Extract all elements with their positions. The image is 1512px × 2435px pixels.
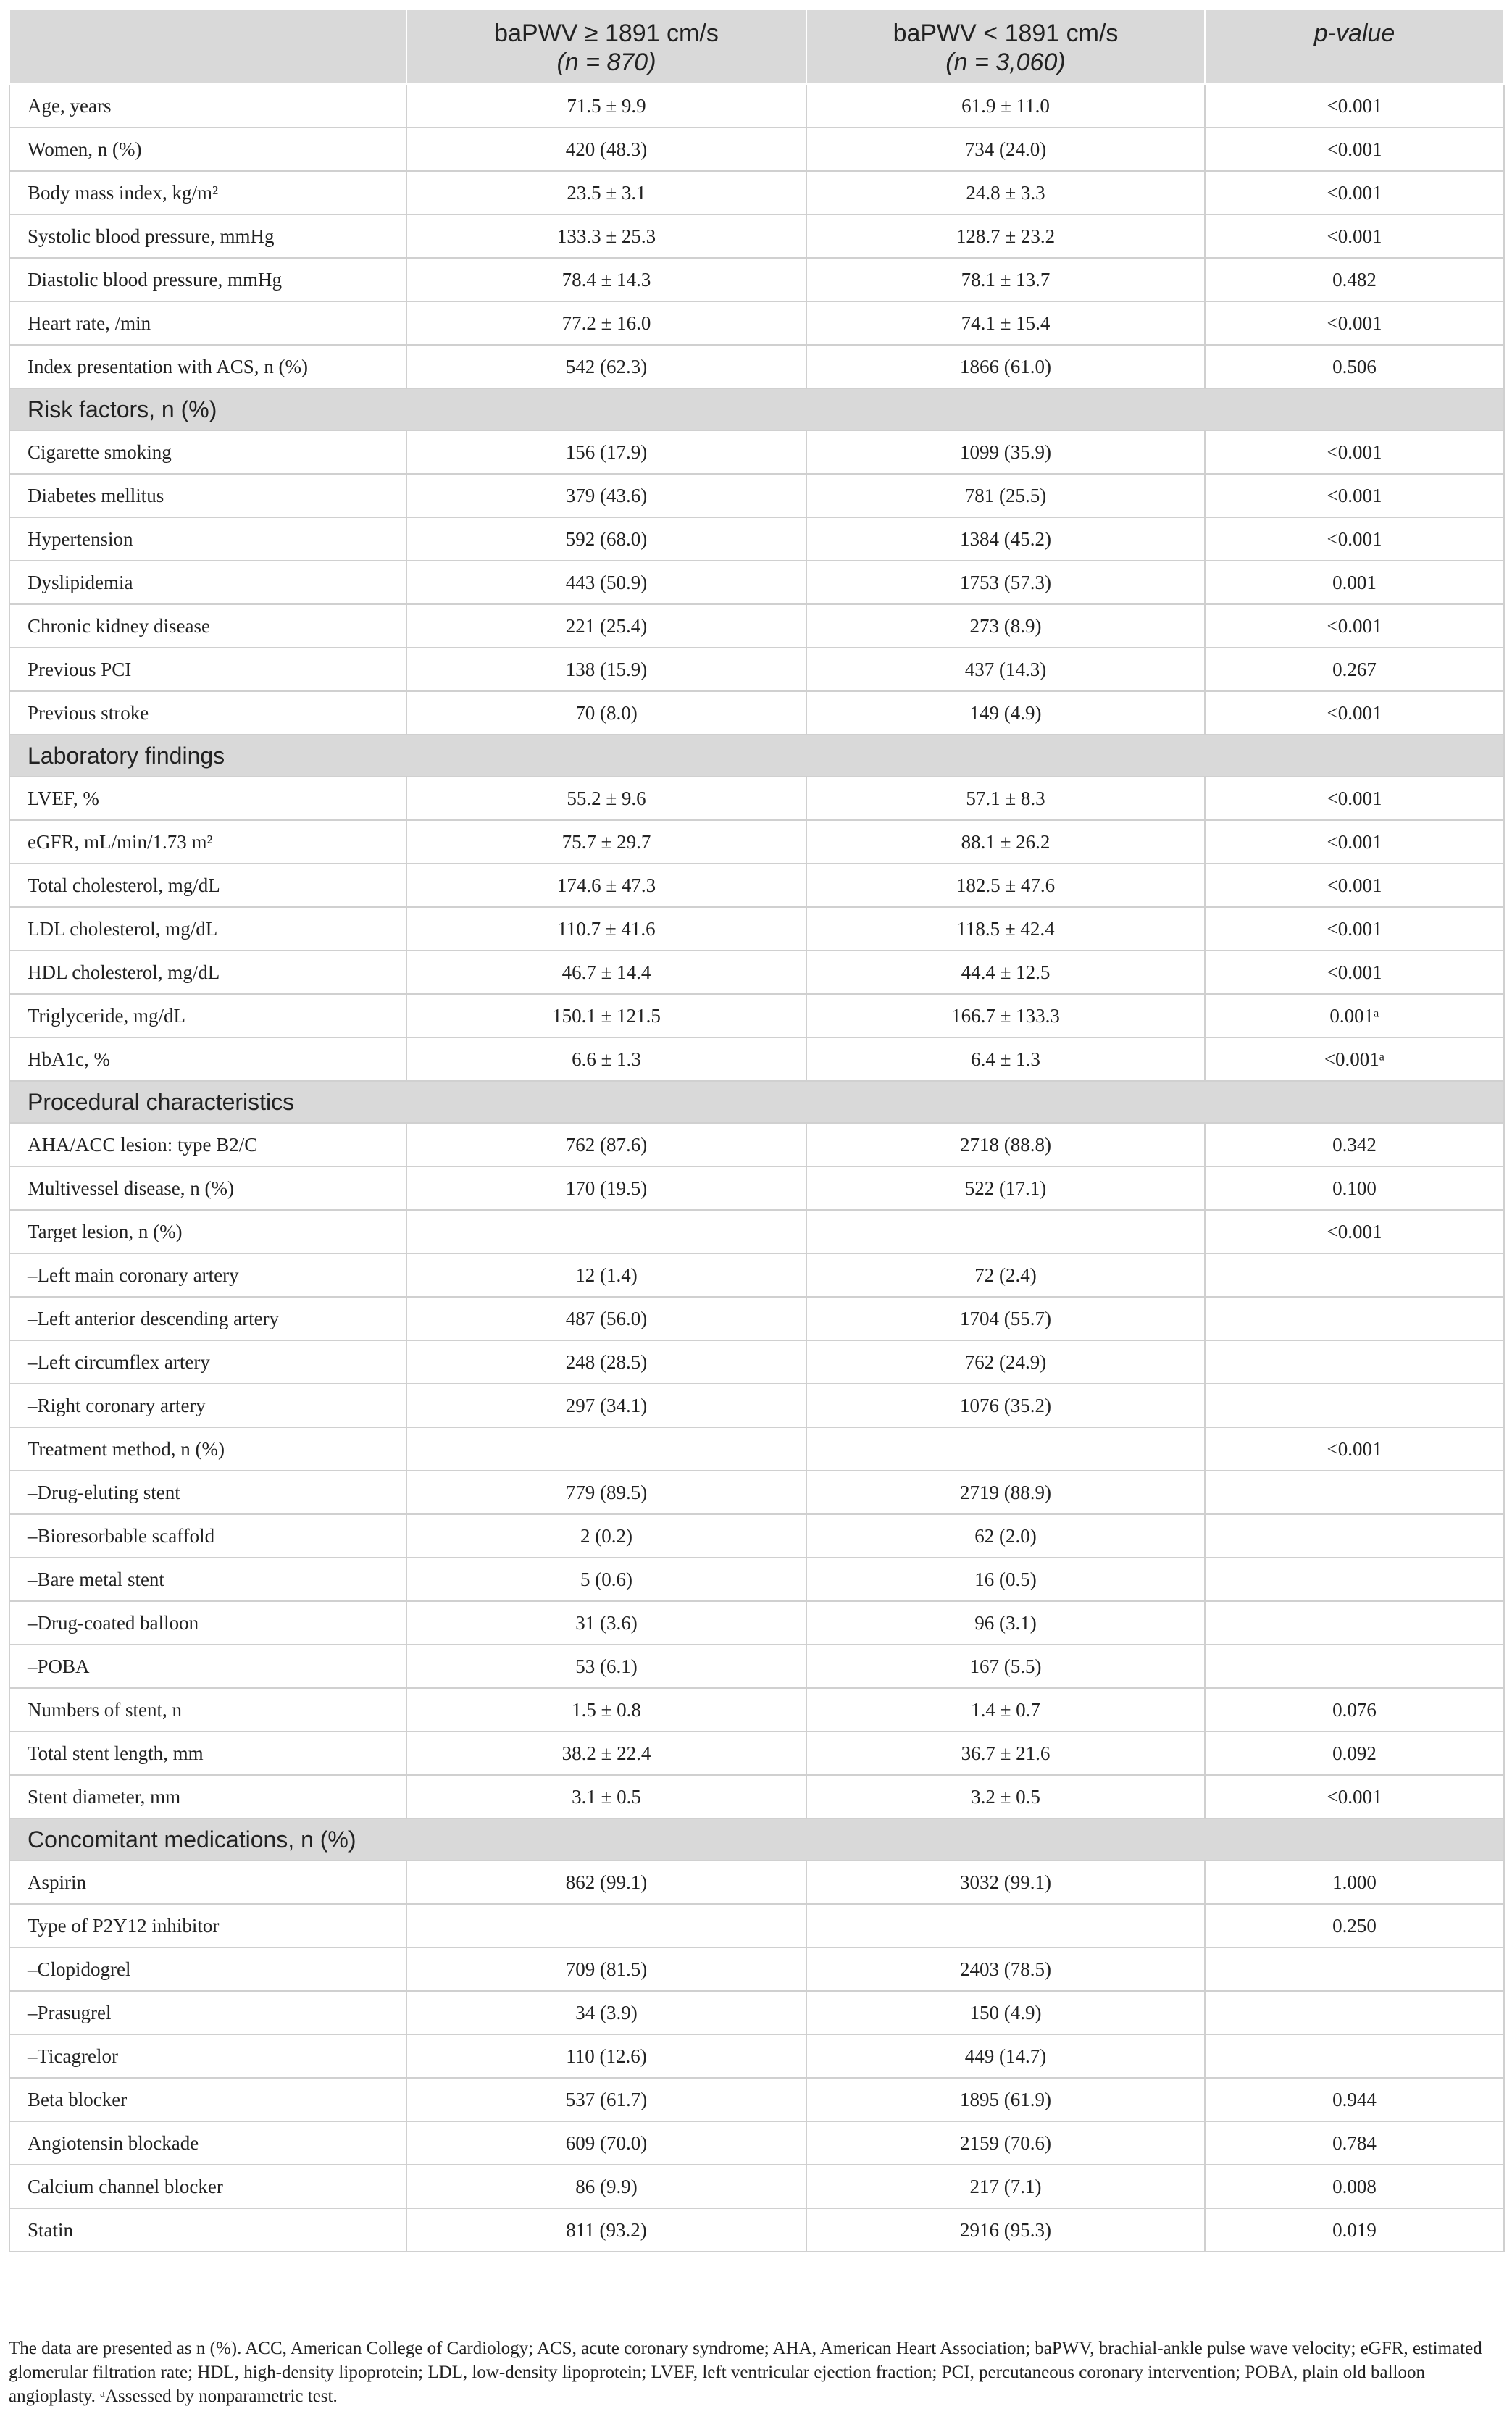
cell-low-bapwv: 437 (14.3) <box>806 648 1205 691</box>
cell-high-bapwv: 53 (6.1) <box>406 1645 806 1688</box>
cell-p-value: 0.001ᵃ <box>1205 994 1504 1037</box>
table-row <box>9 1688 1504 1732</box>
cell-p-value: 0.076 <box>1205 1688 1504 1732</box>
cell-low-bapwv: 128.7 ± 23.2 <box>806 214 1205 258</box>
cell-p-value: <0.001 <box>1205 604 1504 648</box>
cell-p-value: <0.001 <box>1205 474 1504 517</box>
row-label: Target lesion, n (%) <box>9 1210 406 1253</box>
table-row <box>9 430 1504 474</box>
cell-low-bapwv: 74.1 ± 15.4 <box>806 301 1205 345</box>
section-header-row <box>9 388 1504 430</box>
cell-p-value: 0.019 <box>1205 2208 1504 2252</box>
cell-high-bapwv: 487 (56.0) <box>406 1297 806 1340</box>
row-label: Stent diameter, mm <box>9 1775 406 1818</box>
cell-low-bapwv: 734 (24.0) <box>806 128 1205 171</box>
cell-p-value: <0.001 <box>1205 214 1504 258</box>
row-label: Cigarette smoking <box>9 430 406 474</box>
cell-p-value: <0.001 <box>1205 777 1504 820</box>
table-row <box>9 1860 1504 1904</box>
cell-high-bapwv: 221 (25.4) <box>406 604 806 648</box>
cell-p-value: 0.008 <box>1205 2165 1504 2208</box>
table-row <box>9 1123 1504 1166</box>
cell-high-bapwv: 12 (1.4) <box>406 1253 806 1297</box>
section-header-row <box>9 1818 1504 1860</box>
table-row <box>9 517 1504 561</box>
cell-p-value <box>1205 1297 1504 1340</box>
cell-p-value: 0.250 <box>1205 1904 1504 1947</box>
cell-high-bapwv: 38.2 ± 22.4 <box>406 1732 806 1775</box>
cell-low-bapwv: 273 (8.9) <box>806 604 1205 648</box>
table-row <box>9 820 1504 864</box>
cell-high-bapwv: 23.5 ± 3.1 <box>406 171 806 214</box>
cell-high-bapwv: 1.5 ± 0.8 <box>406 1688 806 1732</box>
cell-high-bapwv: 133.3 ± 25.3 <box>406 214 806 258</box>
cell-high-bapwv: 2 (0.2) <box>406 1514 806 1558</box>
row-label: eGFR, mL/min/1.73 m² <box>9 820 406 864</box>
table-row <box>9 1947 1504 1991</box>
cell-high-bapwv: 110 (12.6) <box>406 2034 806 2078</box>
header-high-line1: baPWV ≥ 1891 cm/s <box>494 20 719 47</box>
row-label: Previous stroke <box>9 691 406 735</box>
cell-p-value: <0.001ᵃ <box>1205 1037 1504 1081</box>
cell-p-value: 0.482 <box>1205 258 1504 301</box>
table-row <box>9 1558 1504 1601</box>
cell-p-value: <0.001 <box>1205 84 1504 128</box>
cell-p-value: 0.100 <box>1205 1166 1504 1210</box>
row-label: Total cholesterol, mg/dL <box>9 864 406 907</box>
table-row <box>9 1601 1504 1645</box>
cell-low-bapwv: 78.1 ± 13.7 <box>806 258 1205 301</box>
table-row <box>9 2034 1504 2078</box>
cell-low-bapwv: 72 (2.4) <box>806 1253 1205 1297</box>
table-row <box>9 214 1504 258</box>
cell-p-value: <0.001 <box>1205 1210 1504 1253</box>
row-label: –Drug-coated balloon <box>9 1601 406 1645</box>
row-label: –Left circumflex artery <box>9 1340 406 1384</box>
cell-high-bapwv: 3.1 ± 0.5 <box>406 1775 806 1818</box>
row-label: Type of P2Y12 inhibitor <box>9 1904 406 1947</box>
cell-low-bapwv: 24.8 ± 3.3 <box>806 171 1205 214</box>
cell-low-bapwv: 217 (7.1) <box>806 2165 1205 2208</box>
header-col-label <box>9 9 406 84</box>
cell-p-value: <0.001 <box>1205 820 1504 864</box>
cell-low-bapwv: 1704 (55.7) <box>806 1297 1205 1340</box>
cell-p-value <box>1205 1947 1504 1991</box>
row-label: Previous PCI <box>9 648 406 691</box>
cell-high-bapwv: 379 (43.6) <box>406 474 806 517</box>
cell-low-bapwv: 781 (25.5) <box>806 474 1205 517</box>
cell-high-bapwv: 609 (70.0) <box>406 2121 806 2165</box>
cell-high-bapwv: 46.7 ± 14.4 <box>406 951 806 994</box>
table-row <box>9 907 1504 951</box>
cell-low-bapwv <box>806 1210 1205 1253</box>
table-row <box>9 1340 1504 1384</box>
cell-high-bapwv: 248 (28.5) <box>406 1340 806 1384</box>
header-low-line2: (n = 3,060) <box>945 49 1066 76</box>
table-row <box>9 777 1504 820</box>
row-label: Dyslipidemia <box>9 561 406 604</box>
cell-p-value: <0.001 <box>1205 691 1504 735</box>
cell-low-bapwv: 1.4 ± 0.7 <box>806 1688 1205 1732</box>
row-label: –Ticagrelor <box>9 2034 406 2078</box>
cell-low-bapwv: 1076 (35.2) <box>806 1384 1205 1427</box>
cell-low-bapwv: 61.9 ± 11.0 <box>806 84 1205 128</box>
row-label: Index presentation with ACS, n (%) <box>9 345 406 388</box>
table-row <box>9 1297 1504 1340</box>
cell-low-bapwv: 1099 (35.9) <box>806 430 1205 474</box>
cell-p-value: <0.001 <box>1205 430 1504 474</box>
table-row <box>9 691 1504 735</box>
row-label: HbA1c, % <box>9 1037 406 1081</box>
table-row <box>9 2208 1504 2252</box>
table-row <box>9 1732 1504 1775</box>
cell-p-value: 0.001 <box>1205 561 1504 604</box>
cell-p-value: 0.267 <box>1205 648 1504 691</box>
table-row <box>9 128 1504 171</box>
row-label: –Prasugrel <box>9 1991 406 2034</box>
cell-p-value: <0.001 <box>1205 301 1504 345</box>
section-title: Procedural characteristics <box>9 1081 1504 1123</box>
header-col-low-bapwv <box>806 9 1205 84</box>
cell-p-value: <0.001 <box>1205 951 1504 994</box>
table-row <box>9 1210 1504 1253</box>
row-label: LVEF, % <box>9 777 406 820</box>
cell-high-bapwv: 34 (3.9) <box>406 1991 806 2034</box>
header-col-p-value: p-value <box>1205 9 1504 84</box>
cell-high-bapwv: 537 (61.7) <box>406 2078 806 2121</box>
table-row <box>9 1166 1504 1210</box>
row-label: Multivessel disease, n (%) <box>9 1166 406 1210</box>
cell-high-bapwv <box>406 1210 806 1253</box>
row-label: Statin <box>9 2208 406 2252</box>
cell-low-bapwv: 16 (0.5) <box>806 1558 1205 1601</box>
header-row <box>9 9 1504 84</box>
cell-p-value: 1.000 <box>1205 1860 1504 1904</box>
table-row <box>9 1904 1504 1947</box>
cell-p-value <box>1205 1991 1504 2034</box>
section-title: Risk factors, n (%) <box>9 388 1504 430</box>
row-label: Calcium channel blocker <box>9 2165 406 2208</box>
row-label: AHA/ACC lesion: type B2/C <box>9 1123 406 1166</box>
cell-p-value <box>1205 1558 1504 1601</box>
cell-low-bapwv: 1384 (45.2) <box>806 517 1205 561</box>
table-row <box>9 1514 1504 1558</box>
row-label: Women, n (%) <box>9 128 406 171</box>
cell-high-bapwv: 6.6 ± 1.3 <box>406 1037 806 1081</box>
cell-high-bapwv: 420 (48.3) <box>406 128 806 171</box>
cell-p-value <box>1205 1645 1504 1688</box>
section-title: Concomitant medications, n (%) <box>9 1818 1504 1860</box>
cell-low-bapwv: 2159 (70.6) <box>806 2121 1205 2165</box>
header-low-line1: baPWV < 1891 cm/s <box>893 20 1119 47</box>
cell-high-bapwv: 779 (89.5) <box>406 1471 806 1514</box>
cell-high-bapwv <box>406 1427 806 1471</box>
cell-high-bapwv: 762 (87.6) <box>406 1123 806 1166</box>
table-row <box>9 258 1504 301</box>
cell-high-bapwv: 71.5 ± 9.9 <box>406 84 806 128</box>
cell-p-value: <0.001 <box>1205 517 1504 561</box>
header-col-high-bapwv <box>406 9 806 84</box>
row-label: –Right coronary artery <box>9 1384 406 1427</box>
cell-high-bapwv: 75.7 ± 29.7 <box>406 820 806 864</box>
cell-low-bapwv: 3.2 ± 0.5 <box>806 1775 1205 1818</box>
cell-high-bapwv <box>406 1904 806 1947</box>
row-label: Beta blocker <box>9 2078 406 2121</box>
row-label: Hypertension <box>9 517 406 561</box>
table-row <box>9 1037 1504 1081</box>
cell-p-value: <0.001 <box>1205 171 1504 214</box>
cell-p-value: 0.342 <box>1205 1123 1504 1166</box>
table-row <box>9 1645 1504 1688</box>
cell-low-bapwv: 522 (17.1) <box>806 1166 1205 1210</box>
row-label: Age, years <box>9 84 406 128</box>
table-container <box>9 9 1503 2252</box>
table-row <box>9 648 1504 691</box>
cell-p-value <box>1205 1253 1504 1297</box>
cell-high-bapwv: 443 (50.9) <box>406 561 806 604</box>
row-label: –Bioresorbable scaffold <box>9 1514 406 1558</box>
cell-low-bapwv: 62 (2.0) <box>806 1514 1205 1558</box>
cell-p-value: <0.001 <box>1205 1775 1504 1818</box>
table-row <box>9 561 1504 604</box>
row-label: –POBA <box>9 1645 406 1688</box>
row-label: Triglyceride, mg/dL <box>9 994 406 1037</box>
cell-high-bapwv: 174.6 ± 47.3 <box>406 864 806 907</box>
cell-low-bapwv: 182.5 ± 47.6 <box>806 864 1205 907</box>
cell-high-bapwv: 156 (17.9) <box>406 430 806 474</box>
cell-p-value: 0.092 <box>1205 1732 1504 1775</box>
row-label: –Clopidogrel <box>9 1947 406 1991</box>
cell-low-bapwv: 44.4 ± 12.5 <box>806 951 1205 994</box>
table-row <box>9 1775 1504 1818</box>
cell-high-bapwv: 709 (81.5) <box>406 1947 806 1991</box>
table-row <box>9 2121 1504 2165</box>
table-row <box>9 301 1504 345</box>
cell-high-bapwv: 170 (19.5) <box>406 1166 806 1210</box>
cell-low-bapwv: 762 (24.9) <box>806 1340 1205 1384</box>
row-label: Angiotensin blockade <box>9 2121 406 2165</box>
row-label: –Left anterior descending artery <box>9 1297 406 1340</box>
table-row <box>9 604 1504 648</box>
header-high-line2: (n = 870) <box>556 49 656 76</box>
cell-low-bapwv: 149 (4.9) <box>806 691 1205 735</box>
cell-high-bapwv: 5 (0.6) <box>406 1558 806 1601</box>
cell-high-bapwv: 138 (15.9) <box>406 648 806 691</box>
table-row <box>9 1991 1504 2034</box>
row-label: Treatment method, n (%) <box>9 1427 406 1471</box>
row-label: HDL cholesterol, mg/dL <box>9 951 406 994</box>
cell-high-bapwv: 31 (3.6) <box>406 1601 806 1645</box>
cell-p-value <box>1205 1384 1504 1427</box>
cell-high-bapwv: 811 (93.2) <box>406 2208 806 2252</box>
row-label: Systolic blood pressure, mmHg <box>9 214 406 258</box>
cell-p-value <box>1205 1340 1504 1384</box>
cell-p-value: 0.506 <box>1205 345 1504 388</box>
row-label: Body mass index, kg/m² <box>9 171 406 214</box>
section-header-row <box>9 1081 1504 1123</box>
row-label: Diabetes mellitus <box>9 474 406 517</box>
table-row <box>9 951 1504 994</box>
cell-low-bapwv <box>806 1427 1205 1471</box>
cell-low-bapwv: 57.1 ± 8.3 <box>806 777 1205 820</box>
section-header-row <box>9 735 1504 777</box>
cell-p-value: <0.001 <box>1205 1427 1504 1471</box>
cell-high-bapwv: 297 (34.1) <box>406 1384 806 1427</box>
cell-low-bapwv: 2916 (95.3) <box>806 2208 1205 2252</box>
table-row <box>9 1427 1504 1471</box>
cell-p-value <box>1205 1471 1504 1514</box>
cell-low-bapwv: 167 (5.5) <box>806 1645 1205 1688</box>
row-label: Chronic kidney disease <box>9 604 406 648</box>
cell-high-bapwv: 862 (99.1) <box>406 1860 806 1904</box>
section-title: Laboratory findings <box>9 735 1504 777</box>
row-label: Heart rate, /min <box>9 301 406 345</box>
table-row <box>9 864 1504 907</box>
row-label: –Left main coronary artery <box>9 1253 406 1297</box>
cell-high-bapwv: 77.2 ± 16.0 <box>406 301 806 345</box>
cell-low-bapwv: 1753 (57.3) <box>806 561 1205 604</box>
cell-p-value <box>1205 1514 1504 1558</box>
cell-p-value <box>1205 1601 1504 1645</box>
table-row <box>9 345 1504 388</box>
cell-high-bapwv: 86 (9.9) <box>406 2165 806 2208</box>
cell-p-value <box>1205 2034 1504 2078</box>
table-row <box>9 1253 1504 1297</box>
cell-p-value: <0.001 <box>1205 864 1504 907</box>
baseline-characteristics-table <box>9 9 1505 2252</box>
table-footnote: The data are presented as n (%). ACC, American College of Cardiology; ACS, acute coronary syndrome; AHA, American Heart Association; baPWV, brachial-ankle pulse wave velocity; eGFR, estimated glomerular filtration rate; HDL, high-density lipoprotein; LDL, low-density lipoprotein; LVEF, left ventricular ejection fraction; PCI, percutaneous coronary intervention; POBA, plain old balloon angioplasty. ᵃAssessed by nonparametric test. <box>9 2339 1482 2406</box>
row-label: Numbers of stent, n <box>9 1688 406 1732</box>
table-row <box>9 474 1504 517</box>
cell-low-bapwv: 1866 (61.0) <box>806 345 1205 388</box>
table-row <box>9 1384 1504 1427</box>
cell-p-value: <0.001 <box>1205 907 1504 951</box>
row-label: –Bare metal stent <box>9 1558 406 1601</box>
row-label: Total stent length, mm <box>9 1732 406 1775</box>
cell-low-bapwv: 2403 (78.5) <box>806 1947 1205 1991</box>
cell-low-bapwv: 96 (3.1) <box>806 1601 1205 1645</box>
cell-low-bapwv: 449 (14.7) <box>806 2034 1205 2078</box>
cell-high-bapwv: 70 (8.0) <box>406 691 806 735</box>
cell-p-value: 0.944 <box>1205 2078 1504 2121</box>
table-row <box>9 1471 1504 1514</box>
cell-low-bapwv: 2718 (88.8) <box>806 1123 1205 1166</box>
cell-high-bapwv: 150.1 ± 121.5 <box>406 994 806 1037</box>
cell-low-bapwv: 2719 (88.9) <box>806 1471 1205 1514</box>
table-row <box>9 2165 1504 2208</box>
cell-high-bapwv: 110.7 ± 41.6 <box>406 907 806 951</box>
cell-low-bapwv <box>806 1904 1205 1947</box>
cell-low-bapwv: 88.1 ± 26.2 <box>806 820 1205 864</box>
cell-low-bapwv: 118.5 ± 42.4 <box>806 907 1205 951</box>
cell-low-bapwv: 6.4 ± 1.3 <box>806 1037 1205 1081</box>
cell-high-bapwv: 542 (62.3) <box>406 345 806 388</box>
cell-low-bapwv: 36.7 ± 21.6 <box>806 1732 1205 1775</box>
cell-high-bapwv: 55.2 ± 9.6 <box>406 777 806 820</box>
cell-low-bapwv: 150 (4.9) <box>806 1991 1205 2034</box>
row-label: LDL cholesterol, mg/dL <box>9 907 406 951</box>
cell-low-bapwv: 1895 (61.9) <box>806 2078 1205 2121</box>
cell-low-bapwv: 3032 (99.1) <box>806 1860 1205 1904</box>
cell-high-bapwv: 592 (68.0) <box>406 517 806 561</box>
cell-p-value: <0.001 <box>1205 128 1504 171</box>
cell-low-bapwv: 166.7 ± 133.3 <box>806 994 1205 1037</box>
cell-high-bapwv: 78.4 ± 14.3 <box>406 258 806 301</box>
table-row <box>9 84 1504 128</box>
row-label: Diastolic blood pressure, mmHg <box>9 258 406 301</box>
table-row <box>9 2078 1504 2121</box>
table-row <box>9 994 1504 1037</box>
cell-p-value: 0.784 <box>1205 2121 1504 2165</box>
row-label: –Drug-eluting stent <box>9 1471 406 1514</box>
row-label: Aspirin <box>9 1860 406 1904</box>
table-row <box>9 171 1504 214</box>
